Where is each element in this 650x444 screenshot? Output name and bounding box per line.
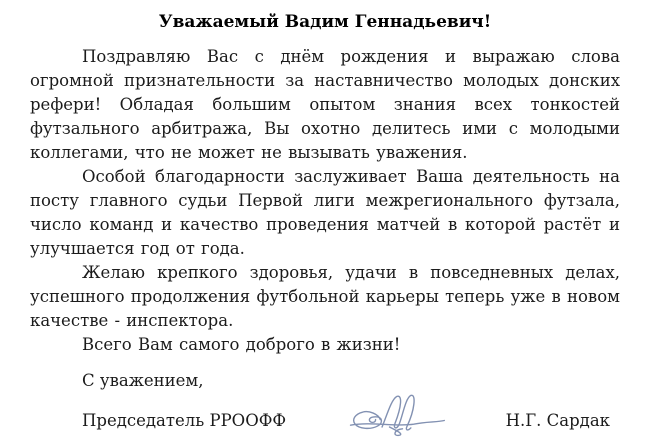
letter-paragraph: Желаю крепкого здоровья, удачи в повседневных делах, успешного продолжения футбольной карьеры теперь уже в новом качестве - инспектора.: [30, 263, 620, 330]
signature-block: [30, 409, 620, 433]
letter-paragraph: Поздравляю Вас с днём рождения и выражаю слова огромной признательности за наставничество молодых донских рефери! Обладая большим опытом знания всех тонкостей футзального арбитража, Вы охотно делитесь ими с молодыми коллегами, что не может не вызывать уважения.: [30, 47, 620, 162]
letter-paragraph: Всего Вам самого доброго в жизни!: [82, 335, 401, 354]
signature-icon: [286, 402, 505, 426]
signer-name: Н.Г. Сардак: [505, 411, 610, 430]
letter-title: Уважаемый Вадим Геннадьевич!: [158, 12, 492, 32]
letter-paragraph: Особой благодарности заслуживает Ваша деятельность на посту главного судьи Первой лиги межрегионального футзала, число команд и качество проведения матчей в которой растёт и улучшается год от года.: [30, 167, 620, 258]
letter-body: [30, 45, 620, 357]
closing-salutation: С уважением,: [82, 371, 204, 390]
signer-role: Председатель РРООФФ: [82, 411, 287, 430]
